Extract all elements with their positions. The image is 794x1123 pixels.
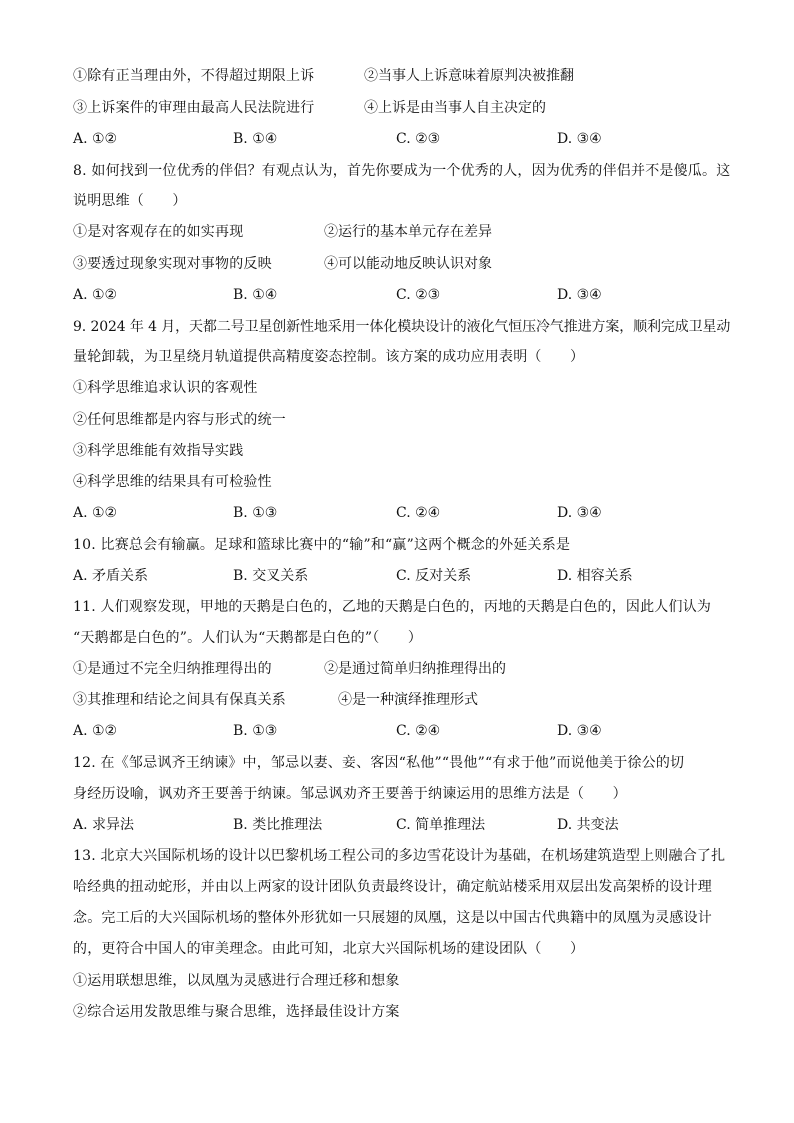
q10-option-a: A. 矛盾关系 <box>73 568 149 584</box>
q13-stem-line-1: 13. 北京大兴国际机场的设计以巴黎机场工程公司的多边雪花设计为基础，在机场建筑造型上则融合了扎 <box>73 848 726 864</box>
q13-stem-line-3: 念。完工后的大兴国际机场的整体外形犹如一只展翅的凤凰，这是以中国古代典籍中的凤凰为灵感设计 <box>73 910 712 926</box>
q10-option-d: D. 相容关系 <box>557 568 633 584</box>
q9-stem-line-1: 9. 2024 年 4 月，天都二号卫星创新性地采用一体化模块设计的液化气恒压冷气推进方案，顺利完成卫星动 <box>73 319 731 335</box>
q12-option-c: C. 简单推理法 <box>396 817 486 833</box>
q13-statement-2: ②综合运用发散思维与聚合思维，选择最佳设计方案 <box>73 1004 400 1020</box>
q10-option-b: B. 交叉关系 <box>233 568 309 584</box>
q7-option-d: D. ③④ <box>557 131 602 147</box>
q11-statement-1: ①是通过不完全归纳推理得出的 <box>73 661 272 677</box>
q7-statement-1: ①除有正当理由外，不得超过期限上诉 <box>73 68 315 84</box>
q10-option-c: C. 反对关系 <box>396 568 472 584</box>
q9-option-d: D. ③④ <box>557 505 602 521</box>
q13-statement-1: ①运用联想思维，以凤凰为灵感进行合理迁移和想象 <box>73 973 400 989</box>
q8-option-d: D. ③④ <box>557 287 602 303</box>
q12-stem-line-2: 身经历设喻，讽劝齐王要善于纳谏。邹忌讽劝齐王要善于纳谏运用的思维方法是（ ） <box>73 786 627 802</box>
q8-statement-4: ④可以能动地反映认识对象 <box>324 256 492 272</box>
q9-stem-line-2: 量轮卸载，为卫星绕月轨道提供高精度姿态控制。该方案的成功应用表明（ ） <box>73 349 585 365</box>
q11-option-d: D. ③④ <box>557 723 602 739</box>
q8-stem-line-2: 说明思维（ ） <box>73 193 187 209</box>
q7-statement-3: ③上诉案件的审理由最高人民法院进行 <box>73 100 315 116</box>
q11-option-b: B. ①③ <box>233 723 278 739</box>
q8-option-c: C. ②③ <box>396 287 441 303</box>
q13-stem-line-4: 的，更符合中国人的审美理念。由此可知，北京大兴国际机场的建设团队（ ） <box>73 941 585 957</box>
q7-option-a: A. ①② <box>73 131 118 147</box>
q13-stem-line-2: 哈经典的扭动蛇形，并由以上两家的设计团队负责最终设计，确定航站楼采用双层出发高架桥的设计理 <box>73 879 712 895</box>
q12-option-a: A. 求异法 <box>73 817 135 833</box>
q9-option-c: C. ②④ <box>396 505 441 521</box>
q9-option-a: A. ①② <box>73 505 118 521</box>
q11-statement-4: ④是一种演绎推理形式 <box>338 692 478 708</box>
q9-option-b: B. ①③ <box>233 505 278 521</box>
q8-option-b: B. ①④ <box>233 287 278 303</box>
q8-statement-1: ①是对客观存在的如实再现 <box>73 224 244 240</box>
q8-statement-2: ②运行的基本单元存在差异 <box>324 224 492 240</box>
q9-statement-2: ②任何思维都是内容与形式的统一 <box>73 412 286 428</box>
q11-stem-line-2: “天鹅都是白色的”。人们认为“天鹅都是白色的”（ ） <box>73 630 423 646</box>
q11-stem-line-1: 11. 人们观察发现，甲地的天鹅是白色的，乙地的天鹅是白色的，丙地的天鹅是白色的，因此人们认为 <box>73 599 712 615</box>
q7-option-b: B. ①④ <box>233 131 278 147</box>
q9-statement-3: ③科学思维能有效指导实践 <box>73 443 244 459</box>
q9-statement-4: ④科学思维的结果具有可检验性 <box>73 474 272 490</box>
q7-option-c: C. ②③ <box>396 131 441 147</box>
q11-option-c: C. ②④ <box>396 723 441 739</box>
q11-option-a: A. ①② <box>73 723 118 739</box>
q12-option-d: D. 共变法 <box>557 817 619 833</box>
q11-statement-3: ③其推理和结论之间具有保真关系 <box>73 692 286 708</box>
q11-statement-2: ②是通过简单归纳推理得出的 <box>324 661 506 677</box>
q7-statement-2: ②当事人上诉意味着原判决被推翻 <box>364 68 574 84</box>
q12-stem-line-1: 12. 在《邹忌讽齐王纳谏》中，邹忌以妻、妾、客因“私他”“畏他”“有求于他”而说他美于徐公的切 <box>73 755 685 771</box>
q8-stem-line-1: 8. 如何找到一位优秀的伴侣？有观点认为，首先你要成为一个优秀的人，因为优秀的伴侣并不是傻瓜。这 <box>73 163 731 179</box>
q8-option-a: A. ①② <box>73 287 118 303</box>
q8-statement-3: ③要透过现象实现对事物的反映 <box>73 256 272 272</box>
q10-stem-line-1: 10. 比赛总会有输赢。足球和篮球比赛中的“输”和“赢”这两个概念的外延关系是 <box>73 537 571 553</box>
q12-option-b: B. 类比推理法 <box>233 817 323 833</box>
q9-statement-1: ①科学思维追求认识的客观性 <box>73 380 258 396</box>
q7-statement-4: ④上诉是由当事人自主决定的 <box>364 100 546 116</box>
